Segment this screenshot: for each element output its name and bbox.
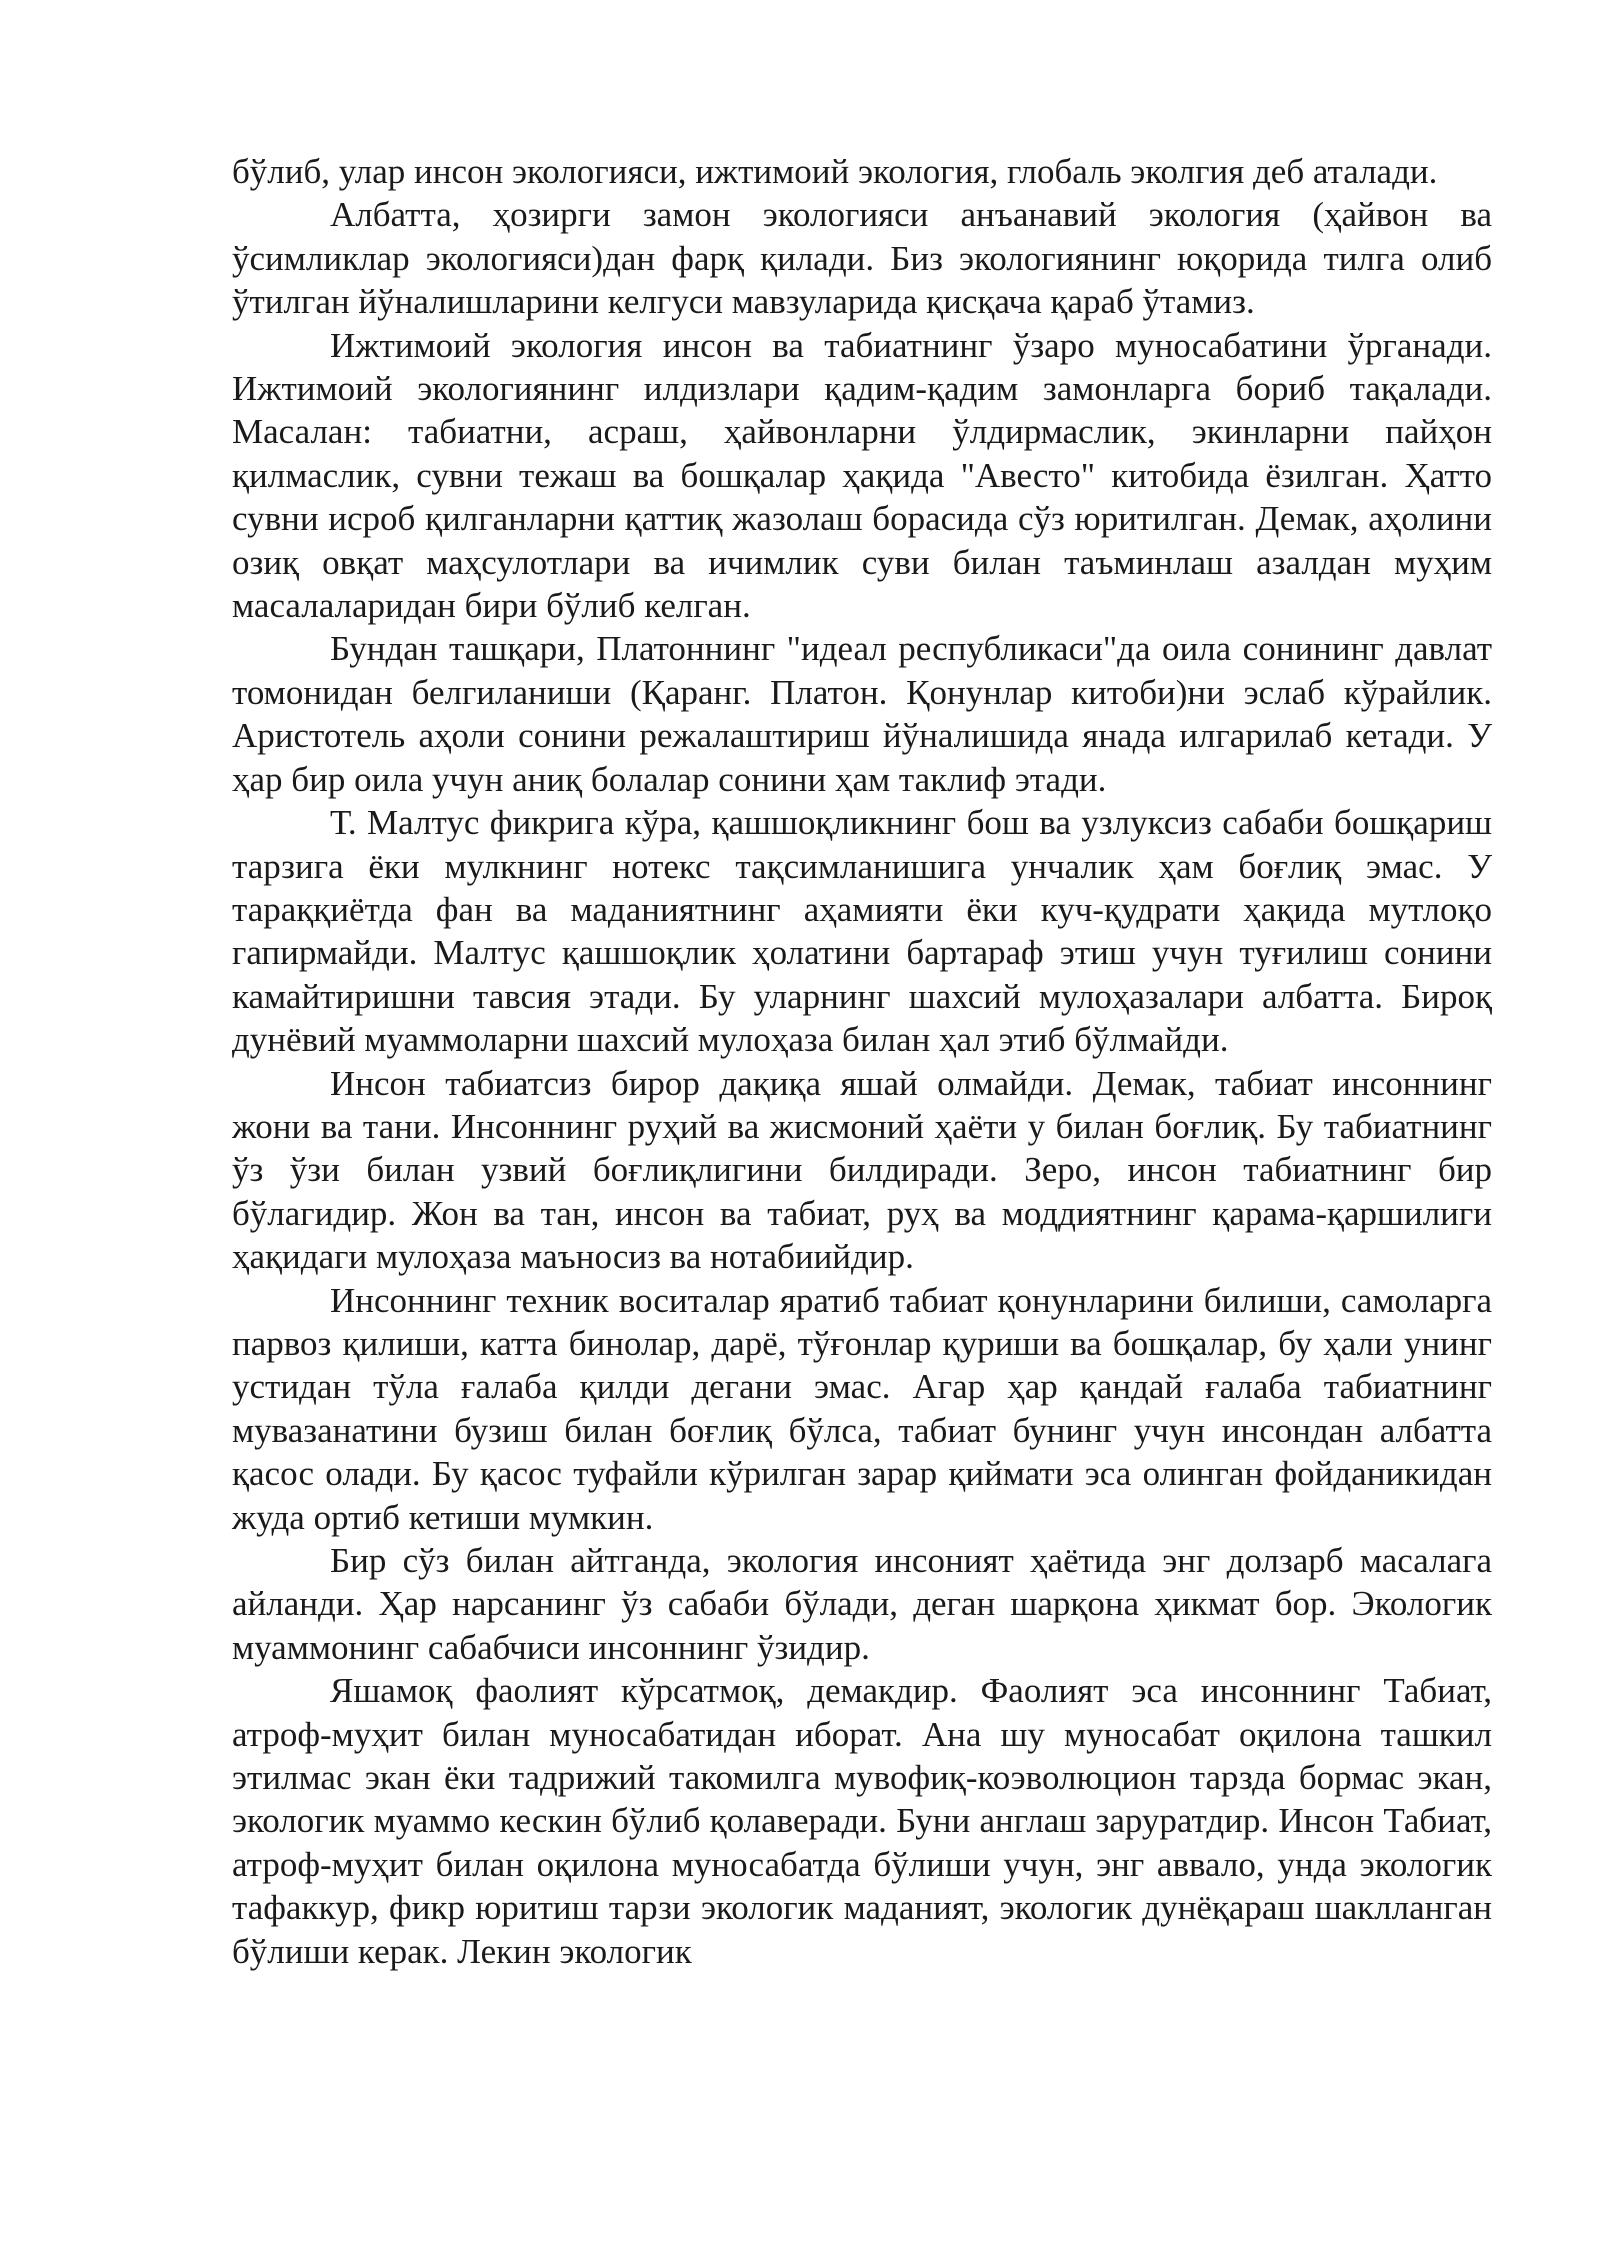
paragraph-malthus: Т. Малтус фикрига кўра, қашшоқликнинг бош ва узлуксиз сабаби бошқариш тарзига ёки мулкнинг нотекс тақсимланишига унчалик ҳам боғлиқ эмас. У тараққиётда фан ва маданиятнинг аҳамияти ёки куч-қудрати ҳақида мутлоқо гапирмайди. Малтус қашшоқлик ҳолатини бартараф этиш учун туғилиш сонини камайтиришни тавсия этади. Бу уларнинг шахсий мулоҳазалари албатта. Бироқ дунёвий муаммоларни шахсий мулоҳаза билан ҳал этиб бўлмайди.	[232, 803, 1492, 1060]
paragraph-modern-ecology: Албатта, ҳозирги замон экологияси анъанавий экология (ҳайвон ва ўсимликлар экологияси)дан фарқ қилади. Биз экологиянинг юқорида тилга олиб ўтилган йўналишларини келгуси мавзуларида қисқача қараб ўтамиз.	[232, 195, 1492, 322]
paragraph-to-live: Яшамоқ фаолият кўрсатмоқ, демакдир. Фаолият эса инсоннинг Табиат, атроф-муҳит билан муносабатидан иборат. Ана шу муносабат оқилона ташкил этилмас экан ёки тадрижий такомилга мувофиқ-коэволюцион тарзда бормас экан, экологик муаммо кескин бўлиб қолаверади. Буни англаш заруратдир. Инсон Табиат, атроф-муҳит билан оқилона муносабатда бўлиши учун, энг аввало, унда экологик тафаккур, фикр юритиш тарзи экологик маданият, экологик дунёқараш шаклланган бўлиши керак. Лекин экологик	[232, 1671, 1492, 1971]
paragraph-plato-aristotle: Бундан ташқари, Платоннинг "идеал республикаси"да оила сонининг давлат томонидан белгиланиши (Қаранг. Платон. Қонунлар китоби)ни эслаб кўрайлик. Аристотель аҳоли сонини режалаштириш йўналишида янада илгарилаб кетади. У ҳар бир оила учун аниқ болалар сонини ҳам таклиф этади.	[232, 629, 1492, 799]
paragraph-social-ecology: Ижтимоий экология инсон ва табиатнинг ўзаро муносабатини ўрганади. Ижтимоий экологиянинг илдизлари қадим-қадим замонларга бориб тақалади. Масалан: табиатни, асраш, ҳайвонларни ўлдирмаслик, экинларни пайҳон қилмаслик, сувни тежаш ва бошқалар ҳақида "Авесто" китобида ёзилган. Ҳатто сувни исроб қилганларни қаттиқ жазолаш борасида сўз юритилган. Демак, аҳолини озиқ овқат маҳсулотлари ва ичимлик суви билан таъминлаш азалдан муҳим масалаларидан бири бўлиб келган.	[232, 325, 1492, 626]
paragraph-in-a-word: Бир сўз билан айтганда, экология инсоният ҳаётида энг долзарб масалага айланди. Ҳар нарсанинг ўз сабаби бўлади, деган шарқона ҳикмат бор. Экологик муаммонинг сабабчиси инсоннинг ўзидир.	[232, 1541, 1492, 1667]
paragraph-continued: бўлиб, улар инсон экологияси, ижтимоий экология, глобаль эколгия деб аталади.	[232, 152, 1438, 191]
document-page	[232, 150, 1492, 1973]
paragraph-human-nature: Инсон табиатсиз бирор дақиқа яшай олмайди. Демак, табиат инсоннинг жони ва тани. Инсоннинг руҳий ва жисмоний ҳаёти у билан боғлиқ. Бу табиатнинг ўз ўзи билан узвий боғлиқлигини билдиради. Зеро, инсон табиатнинг бир бўлагидир. Жон ва тан, инсон ва табиат, руҳ ва моддиятнинг қарама-қаршилиги ҳақидаги мулоҳаза маъносиз ва нотабиийдир.	[232, 1063, 1492, 1277]
paragraph-technical-means: Инсоннинг техник воситалар яратиб табиат қонунларини билиши, самоларга парвоз қилиши, катта бинолар, дарё, тўғонлар қуриши ва бошқалар, бу ҳали унинг устидан тўла ғалаба қилди дегани эмас. Агар ҳар қандай ғалаба табиатнинг мувазанатини бузиш билан боғлиқ бўлса, табиат бунинг учун инсондан албатта қасос олади. Бу қасос туфайли кўрилган зарар қиймати эса олинган фойданикидан жуда ортиб кетиши мумкин.	[232, 1280, 1492, 1537]
